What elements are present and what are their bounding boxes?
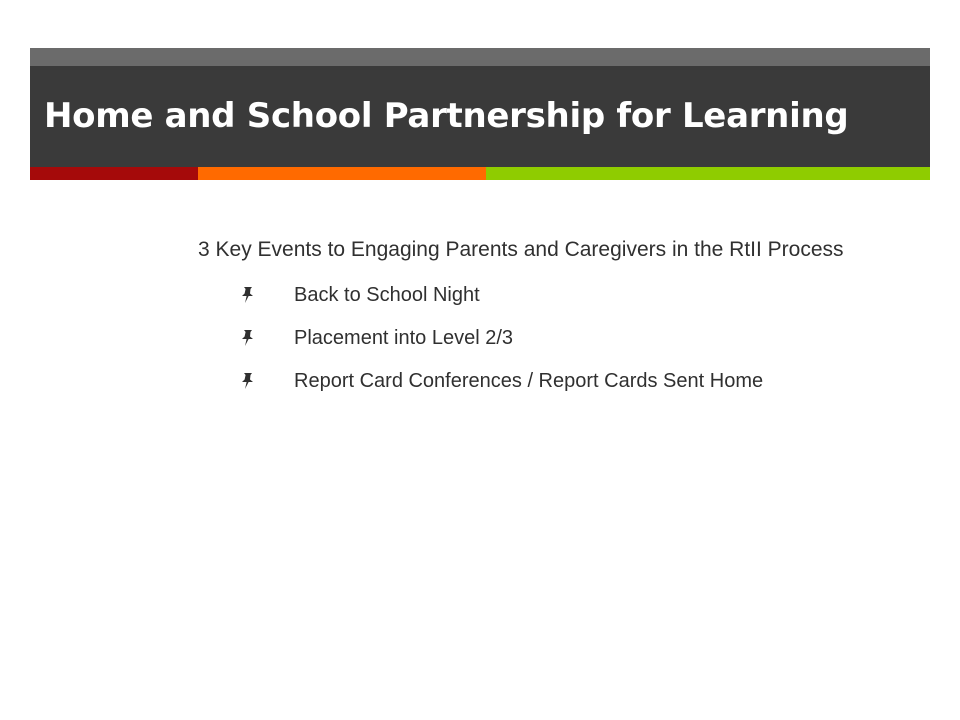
- accent-bar-orange: [198, 167, 486, 180]
- bullet-text: Report Card Conferences / Report Cards Sent Home: [294, 370, 764, 392]
- accent-bar-red: [30, 167, 198, 180]
- bullet-item: [198, 360, 918, 403]
- slide-title: Home and School Partnership for Learning: [44, 96, 849, 136]
- title-band-top: [30, 48, 930, 66]
- bullet-list: [198, 274, 918, 403]
- bullet-item: [198, 274, 918, 317]
- pushpin-icon: [240, 287, 254, 303]
- pushpin-icon: [240, 330, 254, 346]
- pushpin-icon: [240, 373, 254, 389]
- accent-bar-green: [486, 167, 930, 180]
- slide-content: [198, 232, 918, 403]
- bullet-text: Placement into Level 2/3: [294, 327, 514, 349]
- bullet-text: Back to School Night: [294, 284, 480, 306]
- bullet-item: [198, 317, 918, 360]
- lead-text: 3 Key Events to Engaging Parents and Caregivers in the RtII Process: [198, 238, 844, 261]
